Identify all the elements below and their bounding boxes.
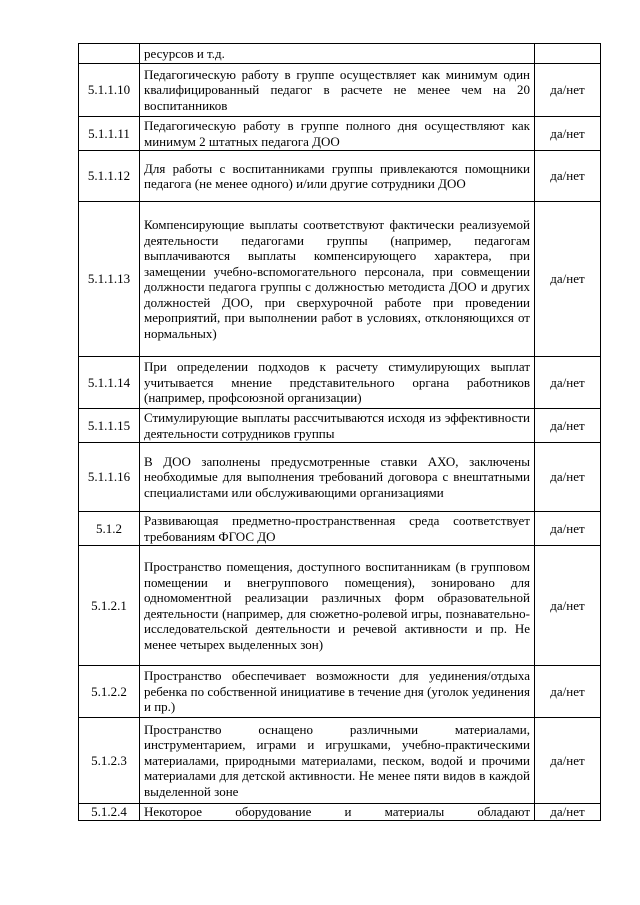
- row-answer: да/нет: [535, 718, 601, 804]
- row-text: [140, 409, 535, 443]
- table-row: [79, 151, 601, 202]
- row-answer: да/нет: [535, 443, 601, 512]
- criterion-text: Компенсирующие выплаты соответствуют фактически реализуемой деятельности педагогами группы (например, педагогам выплачиваются выплаты компенсирующего характера, при замещении учебно-вспомогательного персонала, при совмещении должности педагога группы с должностью методиста ДОО и других должностей ДОО, при сверхурочной работе при проведении мероприятий, при выполнении работ в условиях, отклоняющихся от нормальных): [144, 217, 530, 341]
- row-number: 5.1.2.1: [79, 546, 140, 666]
- criterion-text: Развивающая предметно-пространственная среда соответствует требованиям ФГОС ДО: [144, 513, 530, 544]
- row-answer: да/нет: [535, 64, 601, 117]
- row-number: 5.1.1.11: [79, 117, 140, 151]
- criterion-text: Для работы с воспитанниками группы привлекаются помощники педагога (не менее одного) и/или другие сотрудники ДОО: [144, 160, 530, 191]
- row-answer: да/нет: [535, 151, 601, 202]
- row-answer: да/нет: [535, 202, 601, 357]
- row-answer: да/нет: [535, 409, 601, 443]
- row-number: 5.1.1.15: [79, 409, 140, 443]
- row-text: [140, 443, 535, 512]
- table-row: [79, 409, 601, 443]
- row-number: 5.1.1.12: [79, 151, 140, 202]
- row-answer: да/нет: [535, 357, 601, 409]
- row-number: 5.1.1.13: [79, 202, 140, 357]
- row-text: [140, 512, 535, 546]
- row-number: 5.1.2.4: [79, 804, 140, 821]
- row-answer: да/нет: [535, 117, 601, 151]
- criterion-text: Пространство обеспечивает возможности для уединения/отдыха ребенка по собственной инициативе в течение дня (уголок уединения и пр.): [144, 668, 530, 715]
- table-row: [79, 666, 601, 718]
- criterion-text: В ДОО заполнены предусмотренные ставки АХО, заключены необходимые для выполнения требований договора с внештатными специалистами или обслуживающими организациями: [144, 453, 530, 500]
- table-row: [79, 64, 601, 117]
- criterion-text: Стимулирующие выплаты рассчитываются исходя из эффективности деятельности сотрудников группы: [144, 410, 530, 441]
- row-text: [140, 151, 535, 202]
- criterion-text: При определении подходов к расчету стимулирующих выплат учитывается мнение представительного органа работников (например, профсоюзной организации): [144, 359, 530, 406]
- table-row: [79, 718, 601, 804]
- table-row: [79, 202, 601, 357]
- row-number: 5.1.2.3: [79, 718, 140, 804]
- table-row: [79, 443, 601, 512]
- table-row: [79, 117, 601, 151]
- criterion-text: Пространство оснащено различными материалами, инструментарием, играми и игрушками, учебно-практическими материалами, природными материалами, песком, водой и прочими материалами для детской активности. Не менее пяти видов в каждой выделенной зоне: [144, 721, 530, 799]
- row-number: 5.1.1.14: [79, 357, 140, 409]
- row-number: [79, 44, 140, 64]
- criterion-text: Педагогическую работу в группе осуществляет как минимум один квалифицированный педагог в расчете не менее чем на 20 воспитанников: [144, 66, 530, 113]
- table-row: [79, 804, 601, 821]
- criteria-table: [78, 43, 601, 821]
- row-text: [140, 666, 535, 718]
- criterion-text: Некоторое оборудование и материалы обладают: [144, 804, 530, 820]
- row-answer: да/нет: [535, 546, 601, 666]
- row-answer: да/нет: [535, 666, 601, 718]
- row-number: 5.1.1.10: [79, 64, 140, 117]
- criterion-text: Пространство помещения, доступного воспитанникам (в групповом помещении и внегруппового помещения), зонировано для одномоментной реализации различных форм образовательной деятельности (например, для сюжетно-ролевой игры, познавательно-исследовательской деятельности и речевой активности и пр. Не менее четырех выделенных зон): [144, 559, 530, 652]
- row-number: 5.1.2.2: [79, 666, 140, 718]
- table-row: [79, 357, 601, 409]
- table-row: [79, 512, 601, 546]
- row-text: [140, 117, 535, 151]
- row-text: [140, 546, 535, 666]
- row-text: [140, 44, 535, 64]
- row-text: [140, 357, 535, 409]
- table-row: [79, 546, 601, 666]
- row-text: [140, 718, 535, 804]
- row-answer: да/нет: [535, 804, 601, 821]
- row-text: [140, 64, 535, 117]
- row-number: 5.1.1.16: [79, 443, 140, 512]
- row-number: 5.1.2: [79, 512, 140, 546]
- row-text: [140, 804, 535, 821]
- criterion-text: Педагогическую работу в группе полного дня осуществляют как минимум 2 штатных педагога ДОО: [144, 118, 530, 149]
- table-row: [79, 44, 601, 64]
- row-text: [140, 202, 535, 357]
- row-answer: да/нет: [535, 512, 601, 546]
- row-answer: [535, 44, 601, 64]
- criterion-text: ресурсов и т.д.: [144, 45, 225, 61]
